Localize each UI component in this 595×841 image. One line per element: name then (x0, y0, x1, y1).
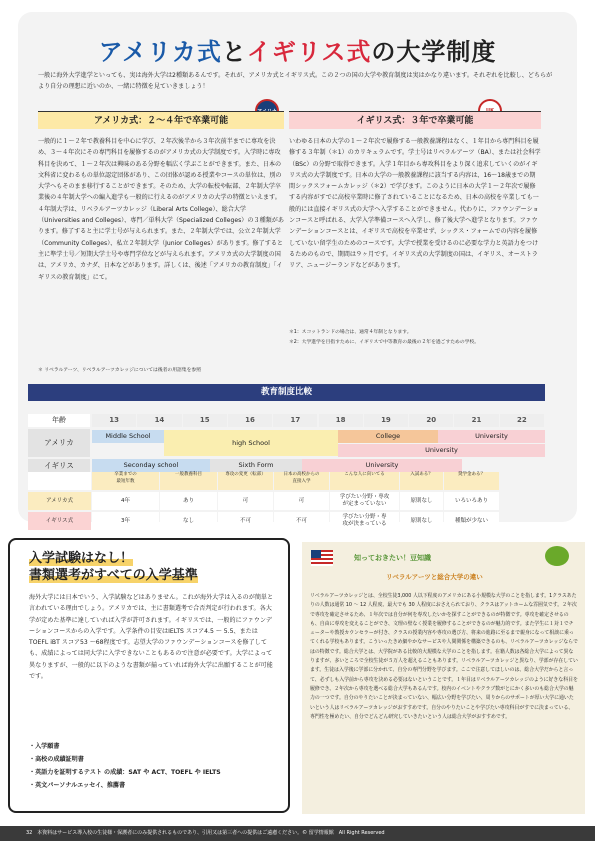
bar-university-us-bottom: University (338, 444, 545, 457)
uk-body: いわゆる日本の大学の１～２年次で履修する一般教養課程はなく、１年目から専門科目を履修する３年制（＊1）のカリキュラムです。学士号はリベラルアーツ（BA）、または社会科学（BSc）の分野で取得できます。入学１年目から専攻科目をより深く追求していくのがイギリス式の大学制度です。日本の大学の一般教養課程に該当する内容は、16～18歳までの期間シックスフォームカレッジ（＊2）で学びます。このように日本の大学１～２年次で履修する内容がすでに高校卒業時に修了されていることになるため、日本の高校を卒業しても一般的には直接イギリス式の大学へ入学することができません。代わりに、ファウンデーションコースと呼ばれる、大学入学準備コースへ入学し、修了後大学へ進学となります。ファウンデーションコースとは、イギリスで高校を卒業せず、シックス・フォームでの内容を履修していない留学生のためのコースです。大学で授業を受けるのに必要な学力と英語力をつけるためのもので、期間は９ヶ月です。イギリス式の大学制度の国は、イギリス、オーストラリア、ニュージーランドなどがあります。 (289, 138, 541, 270)
compare-cell: 可 (274, 492, 329, 510)
age-cell: 17 (273, 414, 317, 427)
bar-university-uk: University (302, 459, 462, 472)
row-label-america: アメリカ (28, 429, 90, 457)
footer-notice: 本資料はサービス導入校の生徒様・保護者にのみ提供されるものであり、引用又は第三者への提供はご遠慮ください。© 留学情報館 All Right Reserved (37, 830, 385, 836)
compare-header (28, 472, 91, 490)
bar-college: College (338, 430, 438, 443)
page-number: 32 (26, 830, 33, 836)
bar-middle-school: Middle School (92, 430, 164, 443)
table-title: 教育制度比較 (28, 384, 545, 401)
compare-cell: なし (160, 512, 217, 530)
uk-note-1: ＊1：スコットランドの場合は、通常４年制となります。 (289, 330, 412, 335)
compare-cell: 4年 (92, 492, 159, 510)
compare-cell: 種類が少ない (444, 512, 499, 530)
footer (0, 826, 595, 841)
trivia-heading: 知っておきたい！豆知識 (354, 554, 431, 562)
age-cell: 16 (228, 414, 272, 427)
compare-row-label: アメリカ式 (28, 492, 91, 510)
age-cell: 20 (409, 414, 453, 427)
age-cell: 15 (183, 414, 227, 427)
compare-header: 入試ある？ (400, 472, 443, 490)
compare-cell: あり (160, 492, 217, 510)
admission-body: 海外大学には日本でいう、入学試験などはありません。これが海外大学は入るのが簡単と言われている理由でしょう。アメリカでは、主に書類選考で合否判定が行われます。各大学が定めた基準に達していれば入学が許可されます。イギリスでは、一般的にファウンデーションコースからの入学です。入学条件の目安はIELTS スコア4.5 ～ 5.5、または TOEFL iBT スコア53 ～68程度です。志望大学のファウンデーションコースを修了しても、成績によっては同大学に入学できないこともあるので注意が必要です。大学によって異なりますが、一般的に以下のような書類が揃っていれば海外大学に出願することが可能です。 (29, 594, 274, 681)
age-cell: 21 (454, 414, 498, 427)
compare-row-label: イギリス式 (28, 512, 91, 530)
compare-header: 一般教養科目 (160, 472, 217, 490)
compare-cell: 学びたい分野・専攻 が定まっていない (330, 492, 399, 510)
bar-secondary-school: Seconday school (92, 459, 210, 472)
age-cell: 14 (137, 414, 181, 427)
compare-cell: 不可 (274, 512, 329, 530)
compare-header: 専攻の変更（転部） (218, 472, 273, 490)
compare-header: 卒業までの 最短年数 (92, 472, 159, 490)
age-cell: 22 (500, 414, 544, 427)
compare-cell: 3年 (92, 512, 159, 530)
bar-university-us-top: University (438, 430, 545, 443)
list-item: ・英文パーソナルエッセイ、推薦書 (29, 782, 126, 789)
row-label-uk: イギリス (28, 459, 90, 472)
list-item: ・入学願書 (29, 743, 60, 750)
compare-cell: 原則なし (400, 512, 443, 530)
bar-high-school: high School (164, 430, 338, 456)
age-cell: 13 (92, 414, 136, 427)
compare-cell: 学びたい分野・専 攻が決まっている (330, 512, 399, 530)
trivia-subheading: リベラルアーツと総合大学の違い (386, 573, 483, 581)
mascot-icon (545, 546, 569, 566)
admission-title: 入学試験はなし！ 書類選考がすべての入学基準 (29, 551, 198, 583)
bar-sixth-form: Sixth Form (210, 459, 302, 472)
us-note: ＊ リベラルアーツ、リベラルアーツカレッジについては後者の用語集を参照 (38, 368, 201, 373)
compare-cell: 不可 (218, 512, 273, 530)
compare-header: 奨学金ある？ (444, 472, 499, 490)
uk-note-2: ＊2：大学進学を目指すために、イギリスで中等教育の最後の２年を過ごすための学校。 (289, 340, 480, 345)
compare-cell: 可 (218, 492, 273, 510)
list-item: ・高校の成績証明書 (29, 756, 84, 763)
page-title: アメリカ式とイギリス式の大学制度 (98, 38, 497, 66)
compare-cell: 原則なし (400, 492, 443, 510)
lead-text: 一般に海外大学進学といっても、実は海外大学は2種類あるんです。それが、アメリカ式とイギリス式。この２つの国の大学や教育制度は実はかなり違います。それぞれを比較し、どちらがより自分の理想に近いのか、一緒に特徴を見ていきましょう！ (38, 72, 553, 90)
compare-cell: いろいろあり (444, 492, 499, 510)
admission-document-list (29, 740, 279, 792)
compare-header: 日本の高校からの 直接入学 (274, 472, 329, 490)
us-heading: アメリカ式：２～４年で卒業可能 (38, 111, 284, 129)
list-item: ・英語力を証明するテスト の成績：SAT や ACT、TOEFL や IELTS (29, 769, 221, 776)
us-flag-icon (311, 550, 333, 566)
uk-heading: イギリス式：３年で卒業可能 (289, 111, 541, 129)
compare-header: こんな人に向いてる (330, 472, 399, 490)
age-label: 年齢 (28, 414, 90, 427)
age-cell: 18 (319, 414, 363, 427)
trivia-body: リベラルアーツカレッジとは、全校生徒3,000 人以下程度のアメリカにある小規模な大学のことを指します。1クラスあたりの人数は通常 10 ～ 12 人程度、最大でも 30 人程度におさえられており、クラスはアットホームな雰囲気です。２年次で専攻を確定させるため、１年次では自分が何を専攻したいかを探すことができるのが特徴です。専攻を確定させるのも、自由に専攻を変えることができ、文理の壁なく授業を履修することができるのが魅力的です。また学生に１対１でチューターや教授カウンセラーが付き、クラスの授業内容や専攻の選び方、将来の進路に至るまで親身になって相談に乗ってくれる学校もあります。こういったきめ細やかなサービスや人間関係を構築できるのも、リベラルアーツカレッジならではの特徴です。総合大学とは、大学院がある比較的大規模な大学のことを指します。在籍人数は各総合大学によって異なりますが、多いところで全校生徒が５万人を超えることもあります。リベラルアーツカレッジと異なり、学部が存在しています。生徒は入学後に学部に分かれて、自分の専門分野を学びます。ここで注意してほしいのは、総合大学だからと言って、必ずしも入学前から専攻を決める必要はないということです。１年目はリベラルアーツカレッジのように好きな科目を履修でき、２年次から専攻を選べる総合大学もあるんです。校内のイベントやクラブ数がとにかく多いのも総合大学の魅力の一つです。自分のやりたいことが決まっていない、幅広い分野を学びたい、周りからのサポートが厚い大学に通いたいという人はリベラルアーツカレッジがおすすめです。自分のやりたいことや学びたい専攻科目がすでに決まっている、専門性を極めたい、自分でどんどん研究していきたいという人は総合大学がおすすめです。 (310, 593, 578, 720)
age-cell: 19 (364, 414, 408, 427)
us-body: 一般的に１～２年で教養科目を中心に学び、２年次後半から３年次前半までに専攻を決め、３～４年次にその専門科目を履修するのがアメリカ式の大学制度です。入学時に専攻科目を決めて、１～２年次は興味のある分野を幅広く学ぶことができます。また、日本の文科省に変わるもの単位認定団体があり、この団体が認める授業やコースの単位は、別の大学へもそのまま移行することができます。そのため、大学の転校や転部、２年制大学卒業後の４年制大学への編入進学も一般的に行えるのがアメリカの大学の特徴といえます。４年制大学は、リベラルアーツカレッジ（Liberal Arts College）、総合大学（Universities and Colleges）、専門／単科大学（Specialized Colleges）の３種類があります。修了すると主に学士号が与えられます。また、２年制大学では、公立２年制大学（Community Colleges）、私立２年制大学（Junior Colleges）があります。修了すると主に準学士号／短期大学士号や専門学位などが与えられます。アメリカ式の大学制度の国は、アメリカ、カナダ、日本などがあります。詳しくは、後述「アメリカの教育制度」「イギリスの教育制度」にて。 (38, 138, 284, 281)
